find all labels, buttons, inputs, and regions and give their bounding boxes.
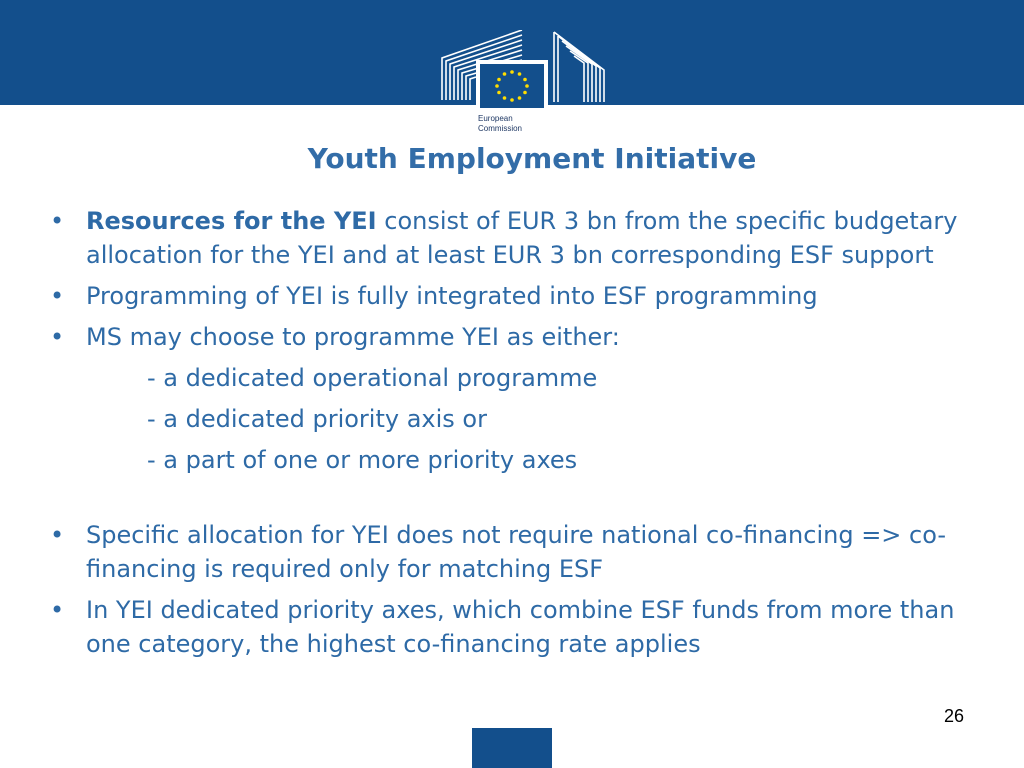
bullet-marker: •: [50, 207, 65, 235]
bullet-text: In YEI dedicated priority axes, which combine ESF funds from more than one category, the highest co-financing rate applies: [86, 596, 955, 658]
bullet-item: [46, 279, 986, 313]
bullet-body: consist of EUR 3 bn from the specific budgetary allocation for the YEI and at least EUR 3 bn corresponding ESF support: [86, 207, 958, 269]
slide-content: [46, 204, 986, 668]
bullet-item: [46, 320, 986, 354]
sub-item: - a dedicated priority axis or: [147, 405, 487, 433]
logo-label: [478, 114, 544, 134]
bullet-text: Programming of YEI is fully integrated into ESF programming: [86, 282, 818, 310]
bullet-marker: •: [50, 282, 65, 310]
logo-text-line2: Commission: [478, 124, 523, 133]
bullet-text: MS may choose to programme YEI as either:: [86, 323, 620, 351]
bottom-flag-strip: [472, 728, 552, 768]
slide-title: Youth Employment Initiative: [307, 142, 757, 175]
page-number: 26: [943, 706, 964, 726]
bullet-text: [86, 204, 986, 272]
bullet-item: [46, 518, 986, 586]
sub-item: - a part of one or more priority axes: [147, 446, 578, 474]
bullet-text: Specific allocation for YEI does not require national co-financing => co-financing is required only for matching ESF: [86, 521, 947, 583]
bullet-item: [46, 593, 986, 661]
spacer: [46, 484, 986, 518]
bullet-bold-lead: Resources for the YEI: [86, 207, 377, 235]
bullet-marker: •: [50, 521, 65, 549]
bullet-marker: •: [50, 596, 65, 624]
bullet-marker: •: [50, 323, 65, 351]
sub-item: - a dedicated operational programme: [147, 364, 598, 392]
bullet-item: [46, 204, 986, 272]
logo-text-line1: European: [478, 114, 513, 123]
